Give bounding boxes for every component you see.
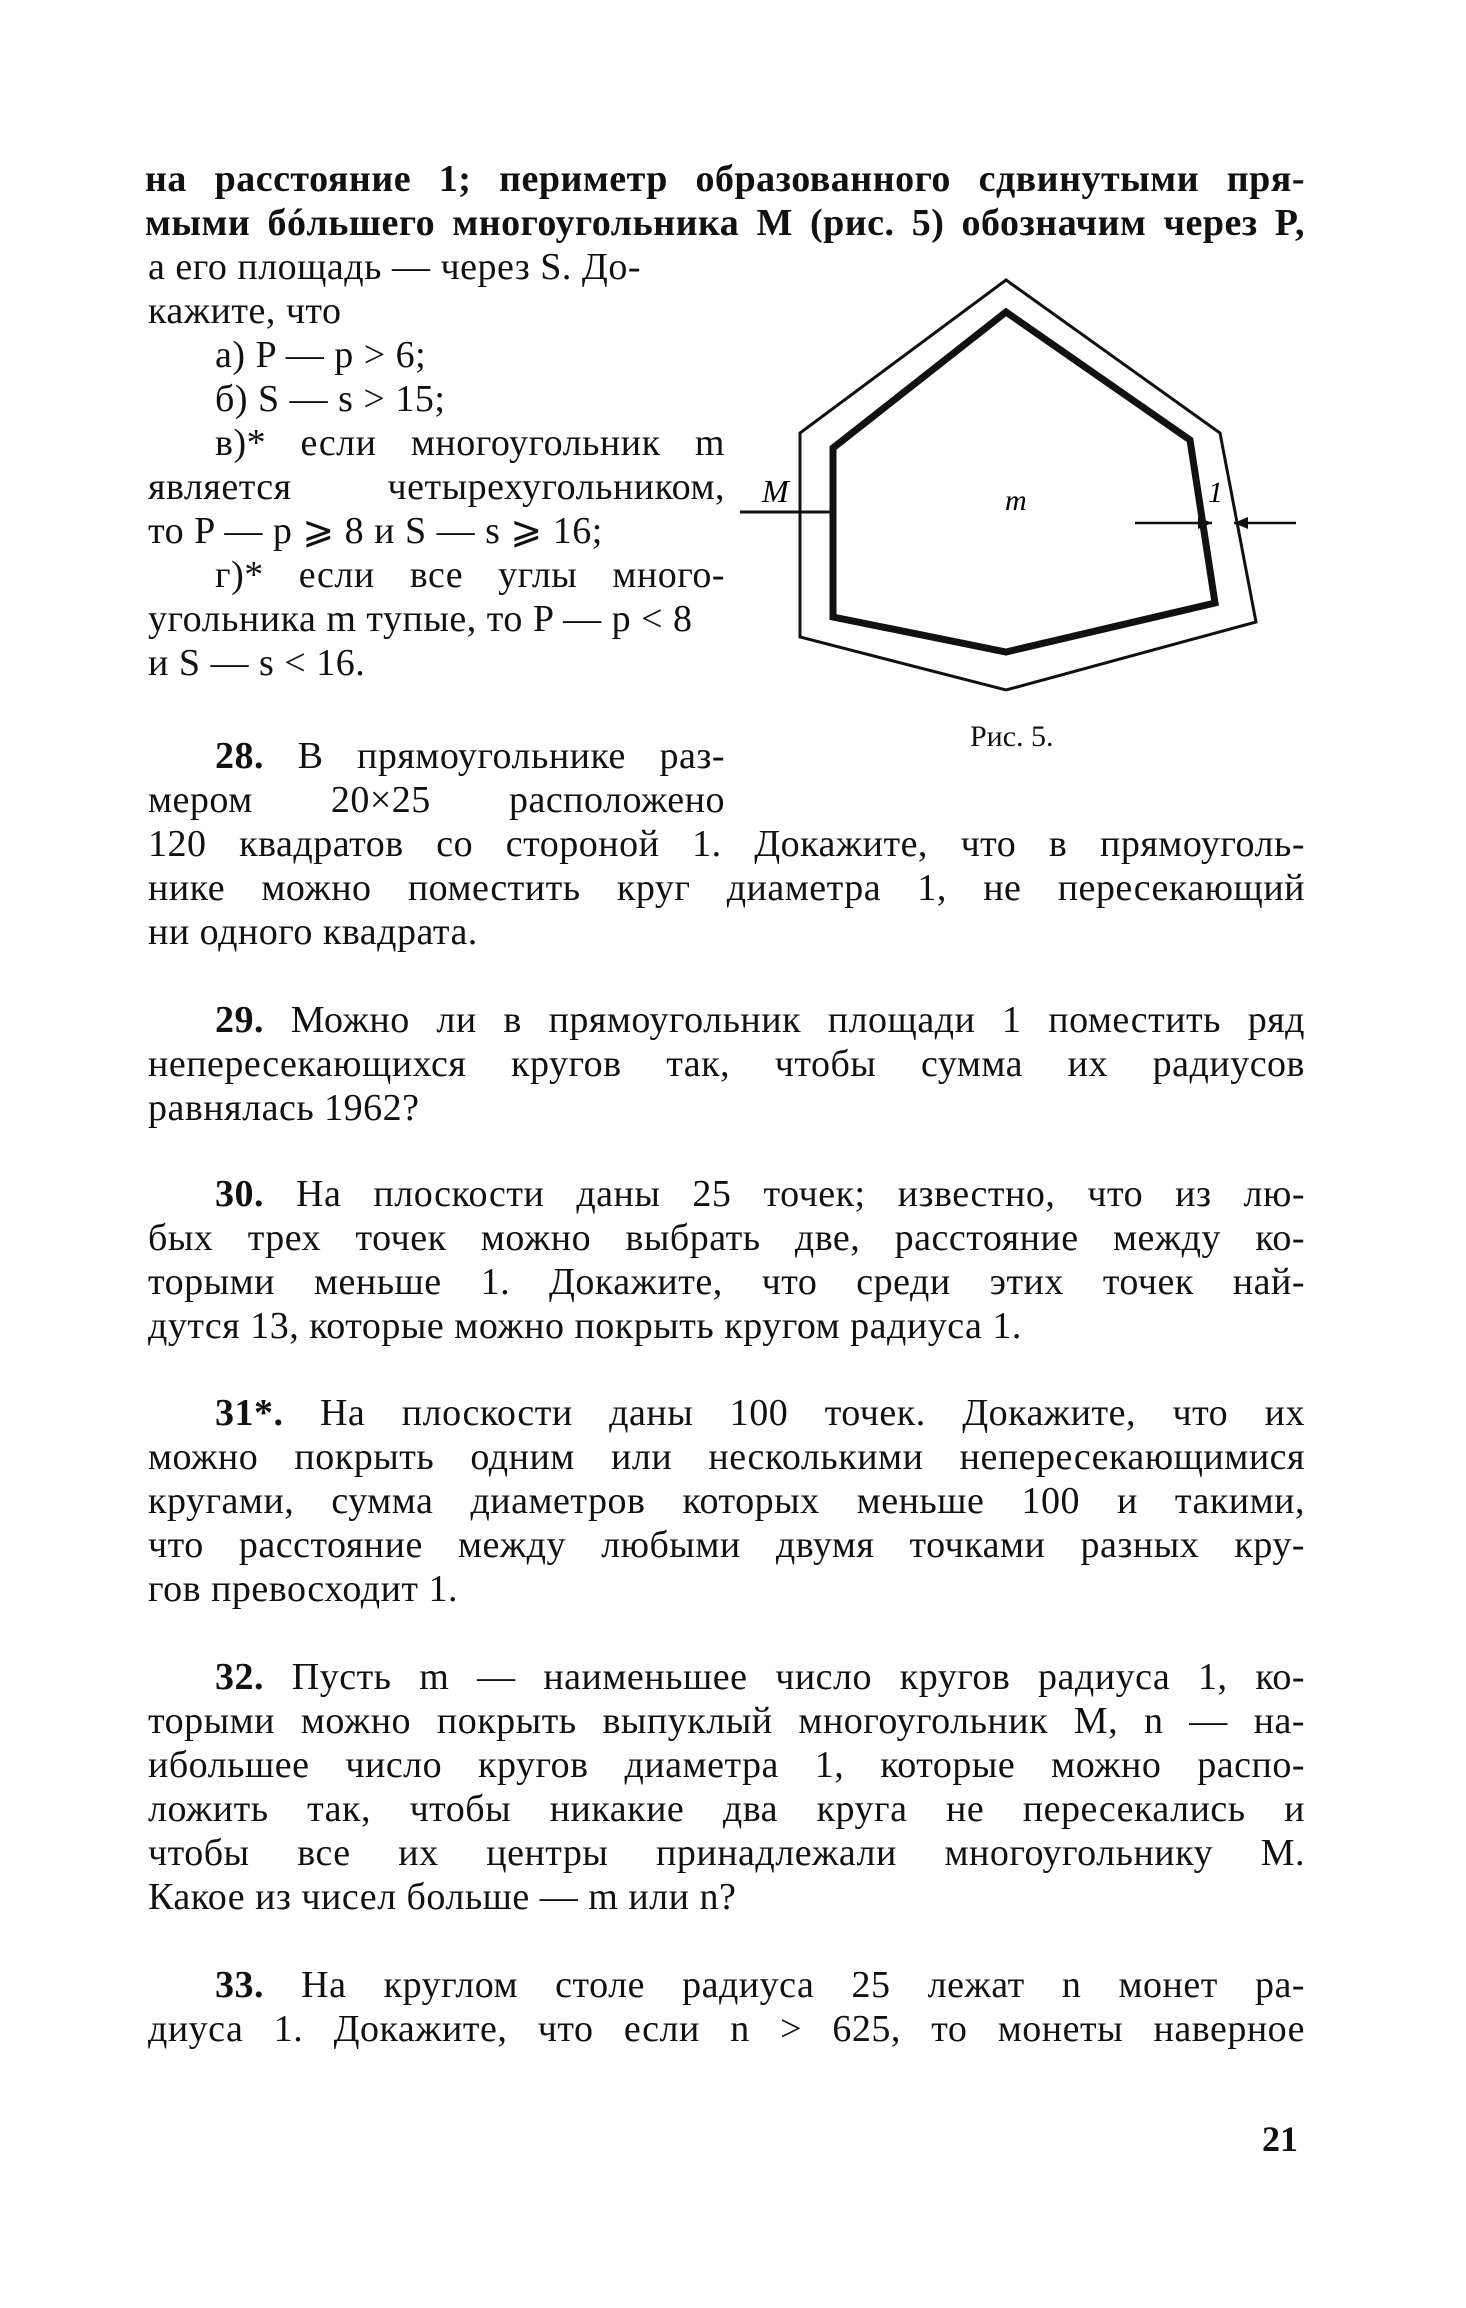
- text-line: мыми бóльшего многоугольника M (рис. 5) обозначим через P,: [145, 202, 1305, 244]
- text-line: непересекающихся кругов так, чтобы сумма их радиусов: [148, 1043, 1305, 1085]
- text-line: кажите, что: [148, 290, 342, 332]
- text-line: торыми меньше 1. Докажите, что среди этих точек най-: [148, 1261, 1305, 1303]
- text-line: гов превосходит 1.: [148, 1568, 459, 1610]
- text-line: является четырехугольником,: [148, 466, 725, 508]
- problem-33: 33. На круглом столе радиуса 25 лежат n монет ра-: [215, 1964, 1306, 2006]
- item-b: б) S — s > 15;: [215, 378, 446, 420]
- text-line: ибольшее число кругов диаметра 1, которые можно распо-: [148, 1744, 1305, 1786]
- problem-28: 28. В прямоугольнике раз-: [215, 735, 726, 777]
- text-line: что расстояние между любыми двумя точками разных кру-: [148, 1524, 1305, 1566]
- text-line: Какое из чисел больше — m или n?: [148, 1876, 737, 1918]
- text-line: равнялась 1962?: [148, 1087, 420, 1129]
- text-line: дутся 13, которые можно покрыть кругом радиуса 1.: [148, 1305, 1022, 1347]
- item-a: а) P — p > 6;: [215, 334, 427, 376]
- text-line: ложить так, чтобы никакие два круга не пересекались и: [148, 1788, 1305, 1830]
- label-M: M: [762, 473, 789, 509]
- figure-polygon: [762, 270, 1320, 730]
- text-line: мером 20×25 расположено: [148, 779, 725, 821]
- text-line: и S — s < 16.: [148, 642, 366, 684]
- page-number: 21: [1262, 2119, 1298, 2159]
- text-line: кругами, сумма диаметров которых меньше 100 и такими,: [148, 1480, 1305, 1522]
- problem-29: 29. Можно ли в прямоугольник площади 1 поместить ряд: [215, 999, 1305, 1041]
- text-line: нике можно поместить круг диаметра 1, не пересекающий: [148, 867, 1305, 909]
- text-line: чтобы все их центры принадлежали многоугольнику M.: [148, 1832, 1305, 1874]
- text-line: а его площадь — через S. До-: [148, 246, 641, 288]
- figure-caption: Рис. 5.: [970, 720, 1054, 753]
- label-1: 1: [1208, 476, 1223, 509]
- text-line: угольника m тупые, то P — p < 8: [148, 598, 693, 640]
- text-line: диуса 1. Докажите, что если n > 625, то монеты наверное: [148, 2008, 1305, 2050]
- outer-polygon-M: [800, 280, 1256, 690]
- inner-polygon-m: [833, 312, 1215, 652]
- problem-31: 31*. На плоскости даны 100 точек. Докажите, что их: [215, 1392, 1305, 1434]
- item-g: г)* если все углы много-: [215, 554, 725, 596]
- text-line: можно покрыть одним или несколькими непересекающимися: [148, 1436, 1305, 1478]
- text-line: ни одного квадрата.: [148, 911, 478, 953]
- problem-30: 30. На плоскости даны 25 точек; известно, что из лю-: [215, 1173, 1306, 1215]
- text-line: на расстояние 1; периметр образованного сдвинутыми пря-: [145, 158, 1305, 200]
- text-line: 120 квадратов со стороной 1. Докажите, что в прямоуголь-: [148, 823, 1305, 865]
- item-v: в)* если многоугольник m: [215, 422, 725, 464]
- label-m: m: [1005, 484, 1027, 517]
- problem-32: 32. Пусть m — наименьшее число кругов радиуса 1, ко-: [215, 1656, 1306, 1698]
- text-line: то P — p ⩾ 8 и S — s ⩾ 16;: [148, 510, 603, 552]
- text-line: торыми можно покрыть выпуклый многоугольник M, n — на-: [148, 1700, 1305, 1742]
- text-line: бых трех точек можно выбрать две, расстояние между ко-: [148, 1217, 1305, 1259]
